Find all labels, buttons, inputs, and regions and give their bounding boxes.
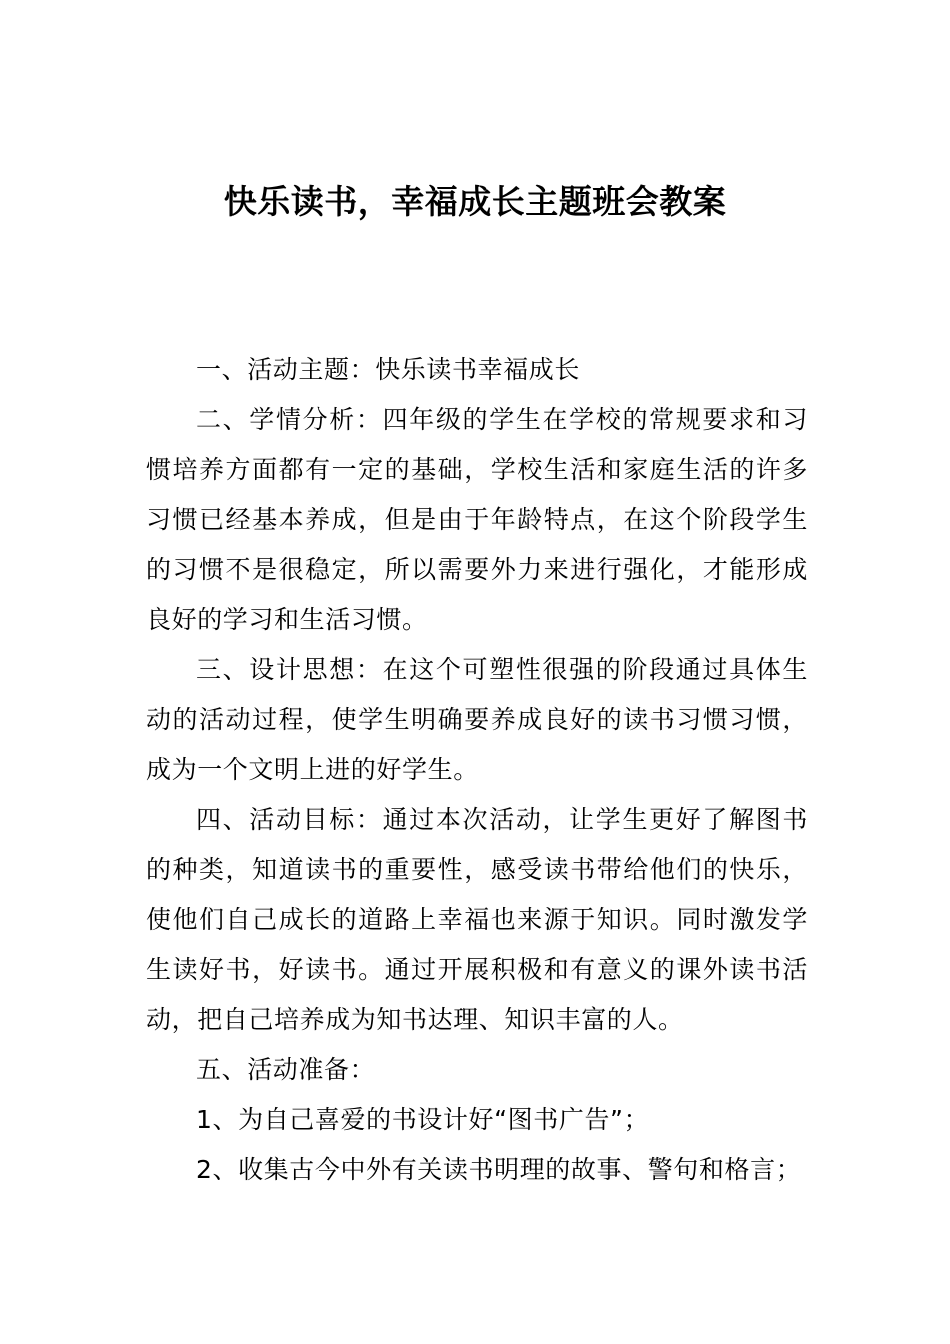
document-body	[146, 345, 808, 1195]
paragraph-learning-analysis: 二、学情分析：四年级的学生在学校的常规要求和习惯培养方面都有一定的基础，学校生活和家庭生活的许多习惯已经基本养成，但是由于年龄特点，在这个阶段学生的习惯不是很稳定，所以需要外力来进行强化，才能形成良好的学习和生活习惯。	[146, 405, 808, 634]
paragraph-preparation-item-1: 1、为自己喜爱的书设计好“图书广告”；	[196, 1105, 650, 1134]
paragraph-activity-theme: 一、活动主题：快乐读书幸福成长	[196, 355, 581, 384]
paragraph-design-idea: 三、设计思想：在这个可塑性很强的阶段通过具体生动的活动过程，使学生明确要养成良好的读书习惯习惯，成为一个文明上进的好学生。	[146, 655, 808, 784]
paragraph-preparation-item-2: 2、收集古今中外有关读书明理的故事、警句和格言；	[196, 1155, 802, 1184]
paragraph-activity-goals: 四、活动目标：通过本次活动，让学生更好了解图书的种类，知道读书的重要性，感受读书带给他们的快乐，使他们自己成长的道路上幸福也来源于知识。同时激发学生读好书，好读书。通过开展积极和有意义的课外读书活动，把自己培养成为知书达理、知识丰富的人。	[146, 805, 808, 1034]
document-title: 快乐读书，幸福成长主题班会教案	[223, 182, 727, 222]
paragraph-activity-preparation: 五、活动准备：	[196, 1055, 376, 1084]
